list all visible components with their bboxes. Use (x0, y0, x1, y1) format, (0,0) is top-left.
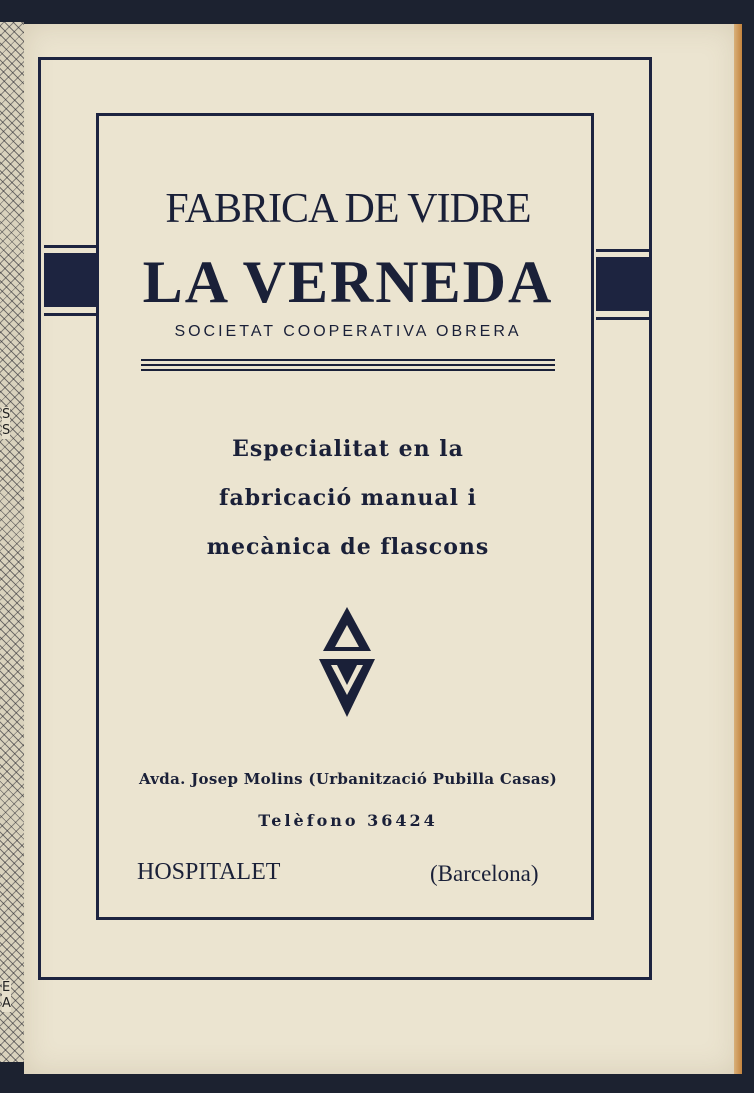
right-ornament-bar (596, 249, 651, 323)
facing-page-edge (0, 22, 24, 1062)
address-line: Avda. Josep Molins (Urbanització Pubilla Casas) (138, 770, 558, 788)
facing-page-letters-bottom: E A (2, 980, 11, 1011)
company-name-title: LA VERNEDA (142, 249, 554, 315)
telephone-line: Telèfono 36424 (258, 811, 438, 830)
specialty-line: mecànica de flascons (206, 534, 490, 560)
specialty-text (140, 425, 556, 572)
company-type-subtitle: SOCIETAT COOPERATIVA OBRERA (174, 323, 522, 340)
company-line-heading: FABRICA DE VIDRE (165, 186, 531, 232)
province-name: (Barcelona) (430, 861, 539, 886)
facing-page-letters-top: S S (2, 407, 11, 438)
specialty-line: fabricació manual i (219, 485, 477, 511)
city-name: HOSPITALET (137, 859, 281, 885)
page-edge-shading (734, 24, 742, 1074)
diamond-triangle-logo-icon (319, 607, 375, 719)
specialty-line: Especialitat en la (232, 436, 464, 462)
left-ornament-bar (44, 245, 99, 319)
triple-rule-divider (141, 359, 555, 373)
